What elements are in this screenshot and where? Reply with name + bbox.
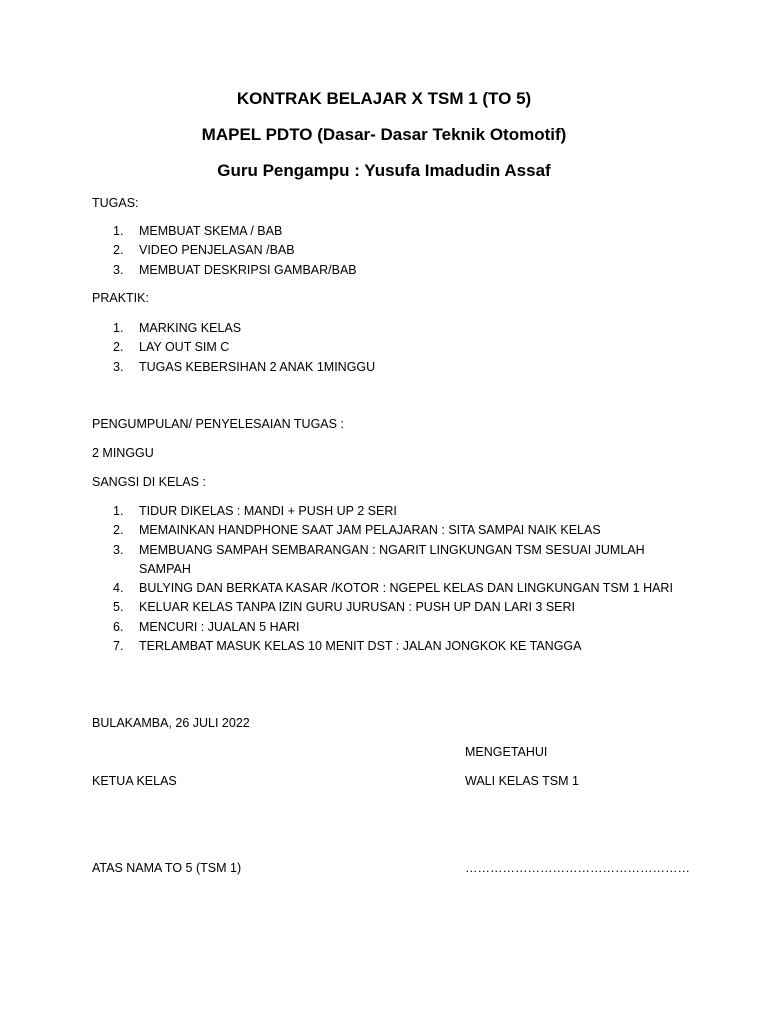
- list-number: 2.: [113, 523, 124, 538]
- sangsi-list: [113, 502, 684, 656]
- teacher-title: Guru Pengampu : Yusufa Imadudin Assaf: [217, 161, 551, 180]
- list-text: MEMBUANG SAMPAH SEMBARANGAN : NGARIT LINGKUNGAN TSM SESUAI JUMLAH SAMPAH: [139, 542, 645, 576]
- list-text: TUGAS KEBERSIHAN 2 ANAK 1MINGGU: [139, 359, 376, 374]
- praktik-heading: PRAKTIK:: [92, 291, 149, 305]
- list-number: 1.: [113, 504, 124, 518]
- list-text: KELUAR KELAS TANPA IZIN GURU JURUSAN : PUSH UP DAN LARI 3 SERI: [139, 600, 575, 615]
- list-text: BULYING DAN BERKATA KASAR /KOTOR : NGEPEL KELAS DAN LINGKUNGAN TSM 1 HARI: [139, 581, 673, 596]
- list-number: 4.: [113, 581, 124, 596]
- right-signer-line: ………………………………………………: [465, 861, 690, 875]
- list-text: TIDUR DIKELAS : MANDI + PUSH UP 2 SERI: [139, 504, 397, 518]
- left-signer-name: ATAS NAMA TO 5 (TSM 1): [92, 861, 242, 875]
- list-number: 3.: [113, 262, 124, 277]
- mengetahui-label: MENGETAHUI: [465, 745, 548, 759]
- praktik-list: [113, 319, 684, 377]
- list-number: 3.: [113, 359, 124, 374]
- list-text: MARKING KELAS: [139, 321, 242, 335]
- list-number: 2.: [113, 340, 124, 355]
- list-number: 5.: [113, 600, 124, 615]
- subject-title: MAPEL PDTO (Dasar- Dasar Teknik Otomotif): [201, 125, 567, 144]
- list-number: 1.: [113, 224, 124, 238]
- place-date: BULAKAMBA, 26 JULI 2022: [92, 716, 250, 730]
- list-item: [113, 319, 684, 338]
- list-item: [113, 358, 684, 377]
- tugas-heading: TUGAS:: [92, 196, 139, 210]
- sangsi-heading: SANGSI DI KELAS :: [92, 475, 206, 489]
- list-number: 3.: [113, 542, 124, 557]
- right-signer-role: WALI KELAS TSM 1: [465, 774, 579, 788]
- list-item: [113, 338, 684, 357]
- list-item: [113, 637, 684, 656]
- list-item: [113, 261, 684, 280]
- list-item: [113, 598, 684, 617]
- list-text: TERLAMBAT MASUK KELAS 10 MENIT DST : JALAN JONGKOK KE TANGGA: [139, 639, 582, 654]
- pengumpulan-heading: PENGUMPULAN/ PENYELESAIAN TUGAS :: [92, 417, 344, 431]
- list-item: [113, 579, 684, 598]
- list-text: MEMBUAT DESKRIPSI GAMBAR/BAB: [139, 262, 357, 277]
- list-text: MENCURI : JUALAN 5 HARI: [139, 619, 300, 634]
- pengumpulan-value: 2 MINGGU: [92, 446, 154, 460]
- list-item: [113, 618, 684, 637]
- list-item: [113, 541, 684, 580]
- list-number: 6.: [113, 619, 124, 634]
- list-text: LAY OUT SIM C: [139, 340, 230, 355]
- list-number: 1.: [113, 321, 124, 335]
- list-item: [113, 521, 684, 540]
- list-item: [113, 222, 684, 241]
- list-number: 7.: [113, 639, 124, 654]
- list-item: [113, 241, 684, 260]
- document-title: KONTRAK BELAJAR X TSM 1 (TO 5): [236, 89, 532, 108]
- list-item: [113, 502, 684, 521]
- list-text: MEMAINKAN HANDPHONE SAAT JAM PELAJARAN : SITA SAMPAI NAIK KELAS: [139, 523, 601, 538]
- list-text: MEMBUAT SKEMA / BAB: [139, 224, 283, 238]
- list-text: VIDEO PENJELASAN /BAB: [139, 243, 295, 258]
- tugas-list: [113, 222, 684, 280]
- left-signer-role: KETUA KELAS: [92, 774, 177, 788]
- list-number: 2.: [113, 243, 124, 258]
